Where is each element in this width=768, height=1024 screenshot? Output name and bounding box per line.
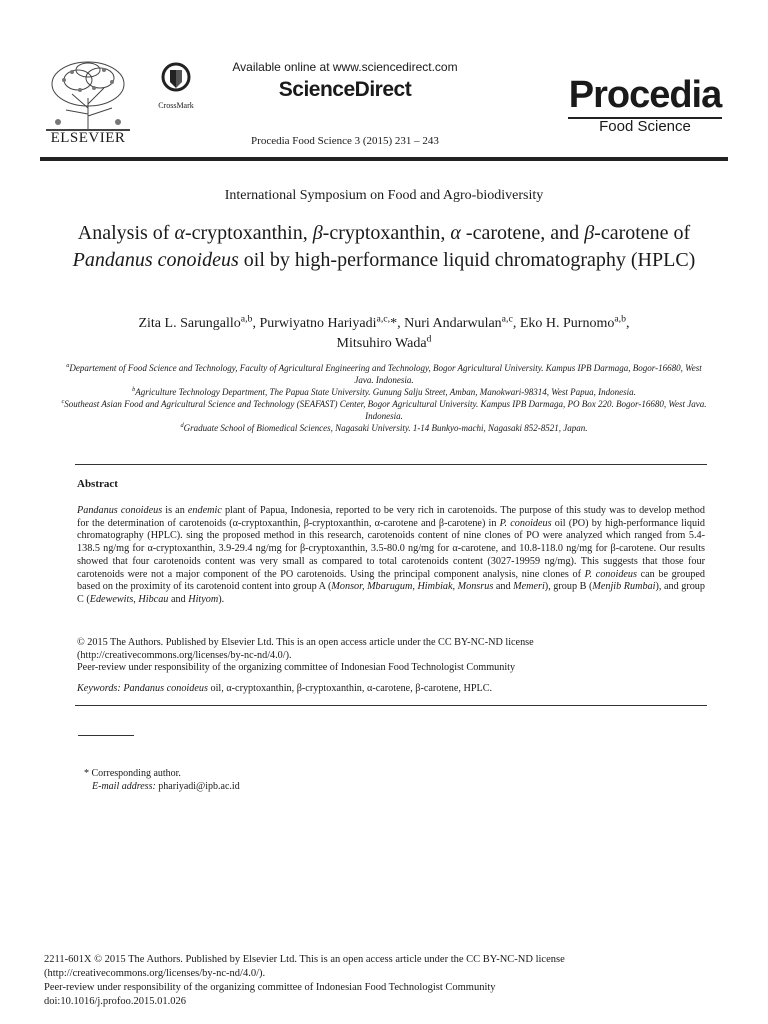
title-text: -carotene of <box>594 222 691 244</box>
title-greek: α <box>174 222 185 244</box>
peer-review-text: Peer-review under responsibility of the organizing committee of Indonesian Food Technologist Community <box>77 662 516 674</box>
title-text: Analysis of <box>77 222 175 244</box>
email-line <box>92 781 240 792</box>
title-species: Pandanus conoideus <box>72 249 239 271</box>
available-online-text: Available online at www.sciencedirect.com <box>232 60 458 74</box>
affiliation: $^d$Graduate School of Biomedical Sciences, Nagasaki University. 1-14 Bunkyo-machi, Nagasaki 852-8521, Japan. <box>180 422 588 433</box>
header-divider <box>40 157 728 161</box>
abstract-copyright <box>77 637 705 675</box>
procedia-subtitle: Food Science <box>599 118 691 135</box>
author-list: Zita L. Sarungallo$^{a,b}$, Purwiyatno Hariyadi$^{a,c,}$*, Nuri Andarwulan$^{a,c}$, Eko H. Purnomo$^{a,b}$, Mitsuhiro Wada$^d$ <box>138 313 630 351</box>
paper-title <box>70 220 698 274</box>
sciencedirect-wordmark: ScienceDirect <box>278 78 412 101</box>
corresponding-author-note: * Corresponding author. <box>84 768 181 779</box>
abstract-body: Pandanus conoideus is an endemic plant of Papua, Indonesia, reported to be very rich in carotenoids. The purpose of this study was to develop method for the determination of carotenoids (α-cryptoxanthin, β-cryptoxanthin, α-carotene and β-carotene) in P. conoideus oil (PO) by high-performance liquid chromatography (HPLC). sing the proposed method in this research, carotenoids content of nine clones of PO were analyzed which ranged from 5.4-138.5 ng/mg for α-cryptoxanthin, 3.9-29.4 ng/mg for β-cryptoxanthin, 3.5-80.0 ng/mg for α-carotene, and 10.8-118.0 ng/mg for β-carotene. Our results showed that four carotenoids content was very small as compared to total carotenoids content (3027-19959 ng/mg). This suggests that those four carotenoids were not a major component of the PO carotenoids. Using the principal component analysis, nine clones of P. conoideus can be grouped based on the proximity of its carotenoid content into group A (Monsor, Mbarugum, Himbiak, Monsrus and Memeri), group B (Menjib Rumbai), and group C (Edewewits, Hibcau and Hityom). <box>77 505 706 605</box>
affiliation: $^a$Departement of Food Science and Technology, Faculty of Agricultural Engineering and Technology, Bogor Agricultural University. Kampus IPB Darmaga, Bogor-16680, West Java. Indonesia. <box>66 362 702 385</box>
email-label: E-mail address: <box>92 781 156 792</box>
title-text: -cryptoxanthin, <box>322 222 451 244</box>
affiliation: $^c$Southeast Asian Food and Agricultural Science and Technology (SEAFAST) Center, Bogor Agricultural University. Kampus IPB Darmaga, PO Box 220. Bogor-16680, West Java. Indonesia. <box>61 398 707 421</box>
email-link[interactable]: phariyadi@ipb.ac.id <box>155 781 240 792</box>
crossmark-icon <box>161 62 191 94</box>
abstract-bottom-rule <box>75 705 707 706</box>
crossmark-badge[interactable] <box>150 62 202 110</box>
footer-issn-copyright: 2211-601X © 2015 The Authors. Published by Elsevier Ltd. This is an open access article under the CC BY-NC-ND license <box>44 954 565 965</box>
affiliation: $^b$Agriculture Technology Department, The Papua State University. Gunung Salju Street, Amban, Manokwari-98314, West Papua, Indonesia. <box>132 386 636 397</box>
publisher-name: ELSEVIER <box>50 130 126 146</box>
author[interactable]: Mitsuhiro Wada$^d$ <box>336 333 432 351</box>
journal-reference: Procedia Food Science 3 (2015) 231 – 243 <box>251 135 439 147</box>
author[interactable]: Purwiyatno Hariyadi$^{a,c,}$* <box>259 313 398 331</box>
footer-license-link[interactable]: (http://creativecommons.org/licenses/by-nc-nd/4.0/). <box>44 968 266 979</box>
author[interactable]: Nuri Andarwulan$^{a,c}$ <box>404 313 513 331</box>
footer-doi[interactable]: doi:10.1016/j.profoo.2015.01.026 <box>44 996 187 1007</box>
procedia-wordmark: Procedia <box>568 74 722 116</box>
corresponding-star: * <box>390 316 398 331</box>
title-text: oil by high-performance liquid chromatography (HPLC) <box>238 249 696 271</box>
abstract-heading: Abstract <box>77 478 118 490</box>
keywords-label: Keywords: <box>77 683 121 694</box>
title-greek: β <box>312 222 323 244</box>
title-greek: β <box>584 222 595 244</box>
license-link[interactable]: (http://creativecommons.org/licenses/by-nc-nd/4.0/). <box>77 649 292 661</box>
crossmark-label: CrossMark <box>158 101 194 110</box>
author[interactable]: Eko H. Purnomo$^{a,b}$ <box>519 313 627 331</box>
keywords: Keywords: Pandanus conoideus oil, α-cryptoxanthin, β-cryptoxanthin, α-carotene, β-carotene, HPLC. <box>77 683 493 694</box>
title-greek: α <box>450 222 461 244</box>
author[interactable]: Zita L. Sarungallo$^{a,b}$ <box>138 313 253 331</box>
page-footer <box>44 953 724 1009</box>
abstract-top-rule <box>75 464 707 465</box>
affiliation-list <box>60 362 708 434</box>
footer-peer-review: Peer-review under responsibility of the organizing committee of Indonesian Food Technologist Community <box>44 982 496 993</box>
symposium-name: International Symposium on Food and Agro-biodiversity <box>224 188 544 203</box>
footnote-rule <box>78 735 134 736</box>
title-text: -carotene, and <box>460 222 585 244</box>
title-text: -cryptoxanthin, <box>184 222 313 244</box>
copyright-text: © 2015 The Authors. Published by Elsevier Ltd. This is an open access article under the CC BY-NC-ND license <box>77 637 534 648</box>
